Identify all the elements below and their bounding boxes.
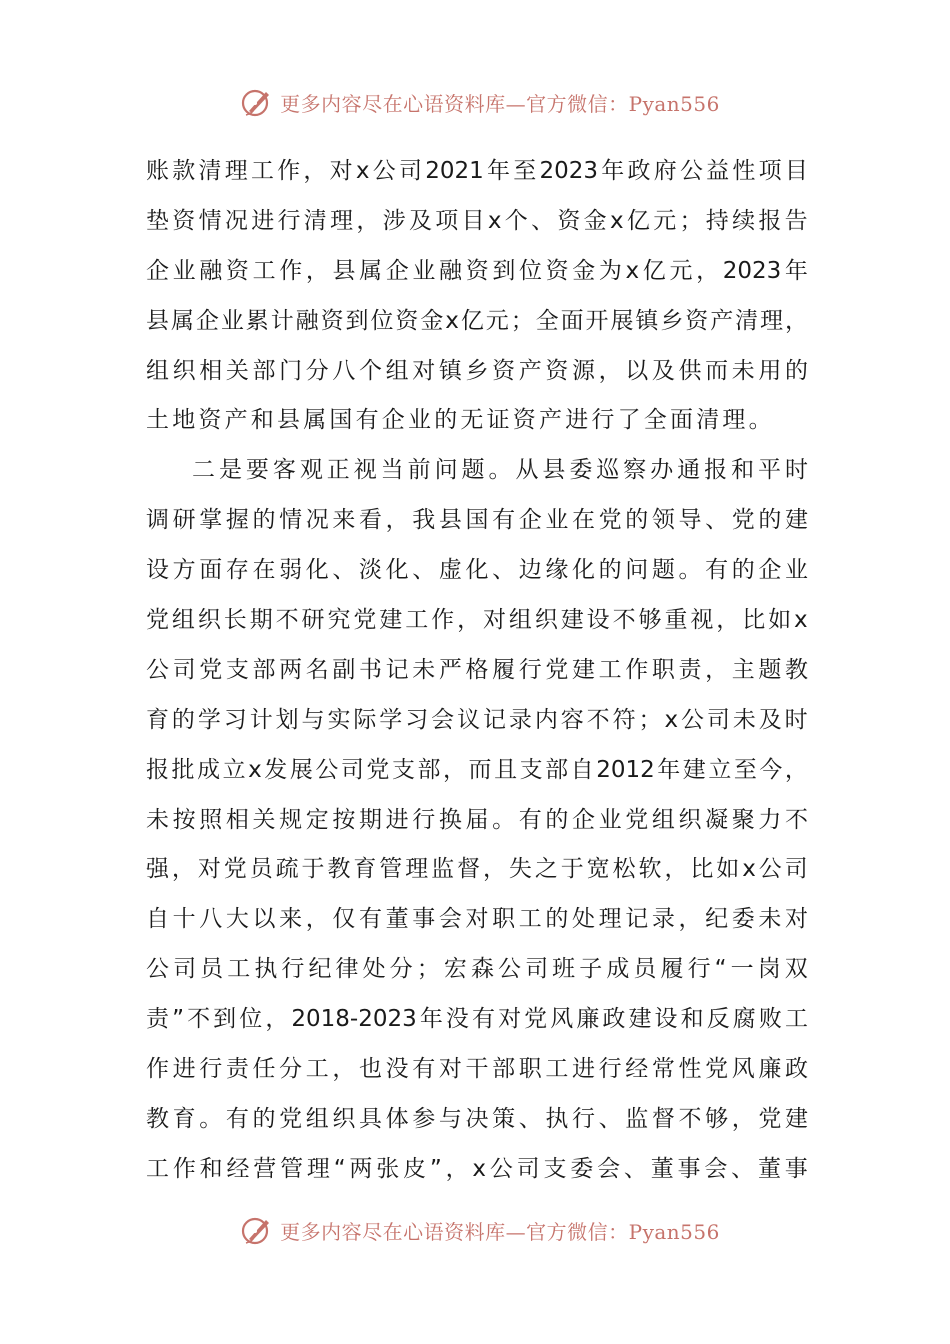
body-text-line: 垫 资 情 况 进 行 清 理 ， 涉 及 项 目 x 个 、 资 金 x 亿 元 ； 持 续 报 告	[146, 207, 808, 234]
body-text-line: 企 业 融 资 工 作 ， 县 属 企 业 融 资 到 位 资 金 为 x 亿 元 ， 2023 年	[146, 257, 808, 284]
watermark-text: 更多内容尽在心语资料库—官方微信：Pyan556	[280, 91, 720, 116]
body-text-line: 县 属 企 业 累 计 融 资 到 位 资 金 x 亿 元 ； 全 面 开 展 镇 乡 资 产 清 理 ，	[146, 307, 808, 334]
body-text-line: 公 司 党 支 部 两 名 副 书 记 未 严 格 履 行 党 建 工 作 职 责 ， 主 题 教	[146, 656, 808, 683]
body-text-line: 强 ， 对 党 员 疏 于 教 育 管 理 监 督 ， 失 之 于 宽 松 软 ， 比 如 x 公 司	[146, 856, 808, 883]
body-text-line: 未 按 照 相 关 规 定 按 期 进 行 换 届 。 有 的 企 业 党 组 织 凝 聚 力 不	[146, 806, 808, 833]
body-text-line: 公 司 员 工 执 行 纪 律 处 分 ； 宏 森 公 司 班 子 成 员 履 行 “ 一 岗 双	[146, 956, 808, 983]
body-text-line: 土地资产和县属国有企业的无证资产进行了全面清理。	[146, 407, 775, 434]
body-text-line: 二 是 要 客 观 正 视 当 前 问 题 。 从 县 委 巡 察 办 通 报 和 平 时	[192, 457, 808, 484]
document-body	[146, 147, 808, 1195]
body-text-line: 报 批 成 立 x 发 展 公 司 党 支 部 ， 而 且 支 部 自 2012 年 建 立 至 今 ，	[146, 756, 808, 783]
body-text-line: 设 方 面 存 在 弱 化 、 淡 化 、 虚 化 、 边 缘 化 的 问 题 。 有 的 企 业	[146, 557, 808, 584]
body-text-line: 组 织 相 关 部 门 分 八 个 组 对 镇 乡 资 产 资 源 ， 以 及 供 而 未 用 的	[146, 357, 808, 384]
header-watermark	[0, 84, 950, 120]
watermark-text: 更多内容尽在心语资料库—官方微信：Pyan556	[280, 1219, 720, 1244]
body-text-line: 责 ” 不 到 位 ， 2018-2023 年 没 有 对 党 风 廉 政 建 设 和 反 腐 败 工	[146, 1006, 808, 1033]
body-text-line: 工 作 和 经 营 管 理 “ 两 张 皮 ” ， x 公 司 支 委 会 、 董 事 会 、 董 事	[146, 1155, 808, 1182]
body-text-line: 育 的 学 习 计 划 与 实 际 学 习 会 议 记 录 内 容 不 符 ； x 公 司 未 及 时	[146, 706, 808, 733]
body-text-line: 教 育 。 有 的 党 组 织 具 体 参 与 决 策 、 执 行 、 监 督 不 够 ， 党 建	[146, 1105, 808, 1132]
pen-nib-circle-logo-icon	[240, 85, 274, 119]
body-text-line: 自 十 八 大 以 来 ， 仅 有 董 事 会 对 职 工 的 处 理 记 录 ， 纪 委 未 对	[146, 906, 808, 933]
body-text-line: 作 进 行 责 任 分 工 ， 也 没 有 对 干 部 职 工 进 行 经 常 性 党 风 廉 政	[146, 1056, 808, 1083]
body-text-line: 党 组 织 长 期 不 研 究 党 建 工 作 ， 对 组 织 建 设 不 够 重 视 ， 比 如 x	[146, 607, 808, 634]
body-text-line: 账 款 清 理 工 作 ， 对 x 公 司 2021 年 至 2023 年 政 府 公 益 性 项 目	[146, 158, 808, 184]
body-text-line: 调 研 掌 握 的 情 况 来 看 ， 我 县 国 有 企 业 在 党 的 领 导 、 党 的 建	[146, 507, 808, 534]
pen-nib-circle-logo-icon	[240, 1213, 274, 1247]
footer-watermark	[0, 1212, 950, 1248]
